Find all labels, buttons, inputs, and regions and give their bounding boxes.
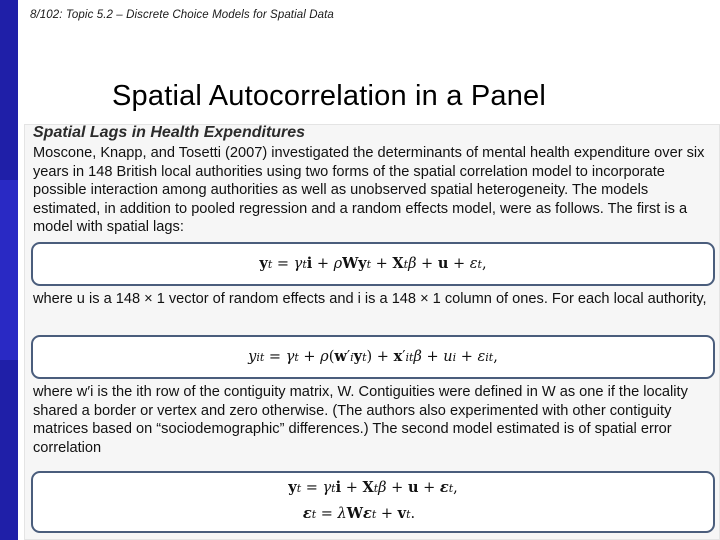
textbook-excerpt — [24, 124, 720, 540]
paragraph-intro-text: Moscone, Knapp, and Tosetti (2007) investigated the determinants of mental health expenditure over six years in 148 British local authorities using two forms of the spatial correlation model to incorporate possible interaction among authorities as well as unobserved spatial heterogeneity. The models estimated, in addition to pooled regression and a random effects model, were as follows. The first is a model with spatial lags: — [33, 145, 705, 235]
left-accent-block — [0, 180, 18, 360]
paragraph-contiguity — [33, 383, 713, 457]
equation-spatial-lag: yt = γti + ρWyt + Xtβ + u + εt, — [259, 255, 487, 272]
slide-title: Spatial Autocorrelation in a Panel — [112, 80, 547, 112]
equation-box-spatial-error — [31, 471, 715, 533]
paragraph-contiguity-text: where w′i is the ith row of the contiguity matrix, W. Contiguities were defined in W as one if the locality shared a border or vertex and zero otherwise. (The authors also experimented with other contiguity matrices based on “sociodemographic” differences.) The second model estimated is of spatial error correlation — [33, 384, 688, 456]
slide-header: 8/102: Topic 5.2 – Discrete Choice Models for Spatial Data — [30, 9, 334, 21]
equation-box-spatial-lag — [31, 242, 715, 286]
paragraph-random-effects-text: where u is a 148 × 1 vector of random effects and i is a 148 × 1 column of ones. For each local authority, — [33, 291, 707, 307]
equation-spatial-error-1: yt = γti + Xtβ + u + εt, — [288, 479, 458, 496]
paragraph-random-effects — [33, 290, 713, 309]
equation-spatial-error-2: εt = λWεt + vt. — [302, 505, 416, 522]
equation-local-authority: yit = γt + ρ(w′iyt) + x′itβ + ui + εit, — [248, 348, 498, 365]
excerpt-heading: Spatial Lags in Health Expenditures — [33, 124, 306, 141]
equation-box-local-authority — [31, 335, 715, 379]
paragraph-intro — [33, 144, 713, 237]
